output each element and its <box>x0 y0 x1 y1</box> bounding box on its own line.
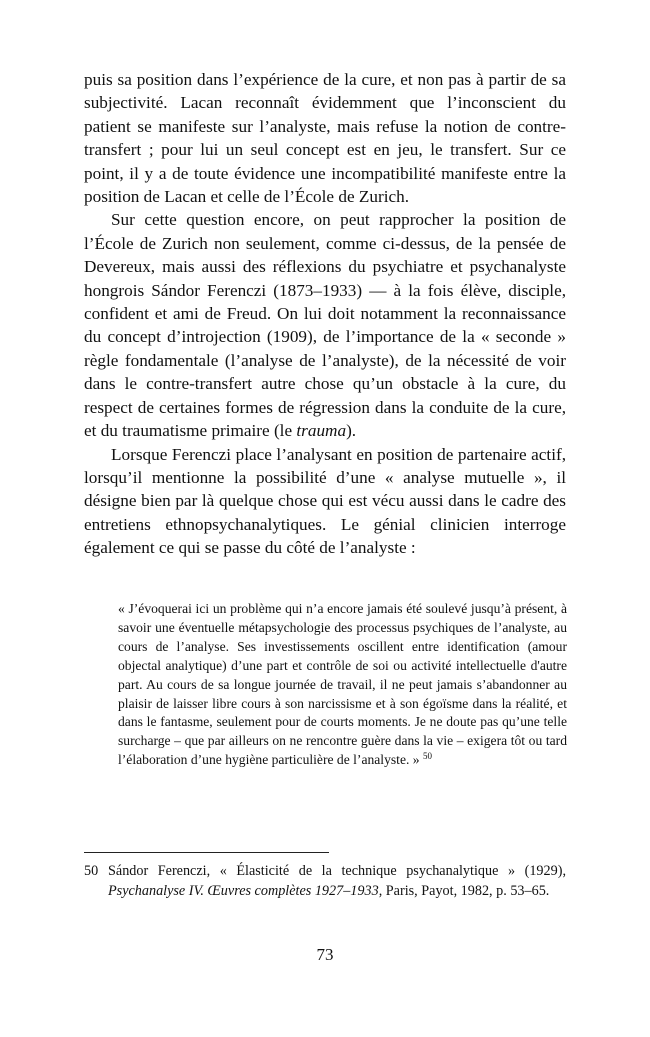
paragraph-1: puis sa position dans l’expérience de la cure, et non pas à partir de sa subjectivité. Lacan reconnaît évidemment que l’inconscient du patient se manifeste sur l’analyste, mais refuse la notion de contre-transfert ; pour lui un seul concept est en jeu, le transfert. Sur ce point, il y a de toute évidence une incompatibilité manifeste entre la position de Lacan et celle de l’École de Zurich. <box>84 70 566 207</box>
footnote-text <box>108 861 566 901</box>
page-number: 73 <box>316 945 334 964</box>
footnote-number: 50 <box>84 863 99 879</box>
quote-text: « J’évoquerai ici un problème qui n’a encore jamais été soulevé jusqu’à présent, à savoir une éventuelle métapsychologie des processus psychiques de l’analyste, au cours de l’analyse. Ses investissements oscillent entre identification (amour objectal analytique) d’une part et contrôle de soi ou activité intellectuelle d'autre part. Au cours de sa longue journée de travail, il ne peut jamais s’abandonner au plaisir de laisser libre cours à son narcissisme et à son égoïsme dans la réalité, et dans le fantasme, seulement pour de courts moments. Je ne doute pas qu’une telle surcharge – que par ailleurs on ne rencontre guère dans la vie – exigera tôt ou tard l’élaboration d’une hygiène particulière de l’analyste. » <box>118 601 567 768</box>
main-text <box>84 68 566 560</box>
footnote-reference[interactable]: 50 <box>422 751 432 762</box>
paragraph-2-text: Sur cette question encore, on peut rapprocher la position de l’École de Zurich non seulement, comme ci-dessus, de la pensée de Devereux, mais aussi des réflexions du psychiatre et psychanalyste hongrois Sándor Ferenczi (1873–1933) — à la fois élève, disciple, confident et ami de Freud. On lui doit notamment la reconnaissance du concept d’introjection (1909), de l’importance de la « seconde » règle fondamentale (l’analyse de l’analyste), de la nécessité de voir dans le contre-transfert autre chose qu’un obstacle à la cure, du respect de certaines formes de régression dans la conduite de la cure, et du traumatisme primaire (le <box>84 210 566 441</box>
paragraph-2 <box>84 208 566 442</box>
footnote-text-start: Sándor Ferenczi, « Élasticité de la technique psychanalytique » (1929), <box>108 863 566 879</box>
trauma-emphasis: trauma <box>296 421 347 441</box>
footnote-separator <box>84 852 329 853</box>
paragraph-3: Lorsque Ferenczi place l’analysant en position de partenaire actif, lorsqu’il mentionne la possibilité d’une « analyse mutuelle », il désigne bien par là quelque chose qui est vécu aussi dans le cadre des entretiens ethnopsychanalytiques. Le génial clinicien interroge également ce qui se passe du côté de l’analyste : <box>84 444 566 558</box>
block-quote <box>118 600 567 770</box>
footnote <box>84 861 566 901</box>
quote-paragraph <box>118 600 567 770</box>
paragraph-2-end: ). <box>346 421 357 441</box>
footnote-book-title: Psychanalyse IV. Œuvres complètes 1927–1933 <box>108 883 379 899</box>
footnote-text-end: , Paris, Payot, 1982, p. 53–65. <box>378 883 550 899</box>
